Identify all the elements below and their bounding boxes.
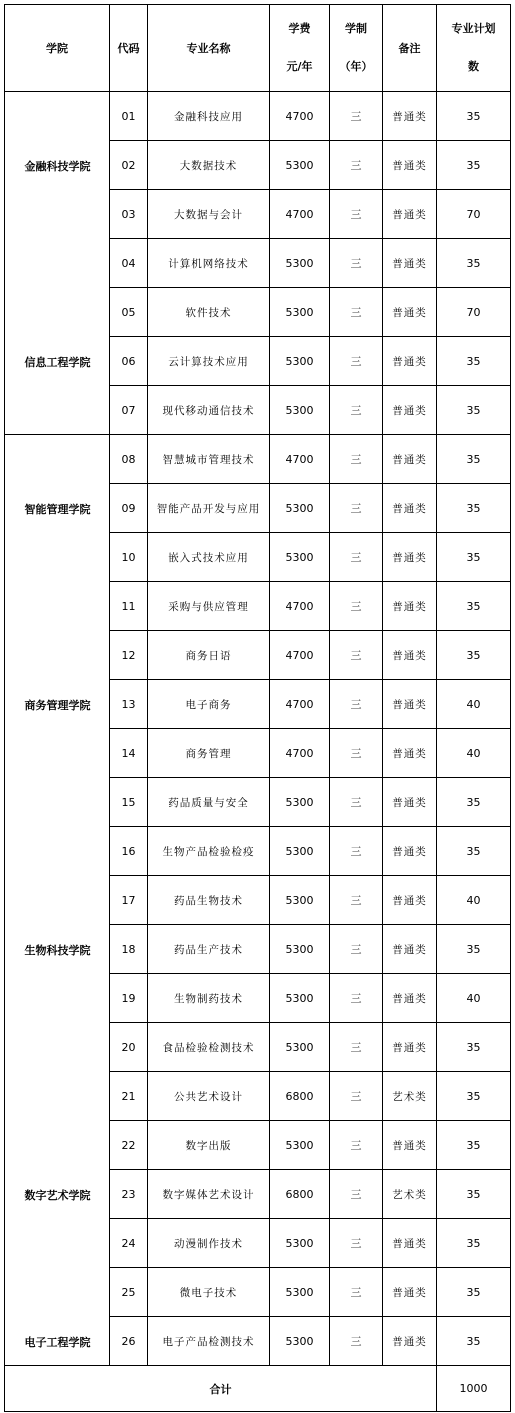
major-name-cell: 公共艺术设计 — [148, 1072, 270, 1121]
code-cell: 04 — [110, 239, 148, 288]
header-plan-bottom: 数 — [468, 60, 479, 73]
duration-cell: 三 — [330, 484, 383, 533]
code-cell: 16 — [110, 827, 148, 876]
note-cell: 普通类 — [383, 386, 437, 435]
duration-cell: 三 — [330, 729, 383, 778]
plan-cell: 40 — [437, 974, 511, 1023]
plan-cell: 35 — [437, 1023, 511, 1072]
code-cell: 06 — [110, 337, 148, 386]
tuition-cell: 5300 — [270, 337, 330, 386]
duration-cell: 三 — [330, 680, 383, 729]
code-cell: 14 — [110, 729, 148, 778]
note-cell: 艺术类 — [383, 1170, 437, 1219]
code-cell: 17 — [110, 876, 148, 925]
note-cell: 普通类 — [383, 876, 437, 925]
plan-cell: 35 — [437, 1317, 511, 1366]
tuition-cell: 5300 — [270, 386, 330, 435]
code-cell: 11 — [110, 582, 148, 631]
duration-cell: 三 — [330, 827, 383, 876]
tuition-cell: 4700 — [270, 631, 330, 680]
total-value: 1000 — [437, 1366, 511, 1412]
duration-cell: 三 — [330, 631, 383, 680]
tuition-cell: 5300 — [270, 288, 330, 337]
duration-cell: 三 — [330, 1072, 383, 1121]
note-cell: 普通类 — [383, 141, 437, 190]
note-cell: 普通类 — [383, 92, 437, 141]
tuition-cell: 5300 — [270, 778, 330, 827]
duration-cell: 三 — [330, 239, 383, 288]
plan-cell: 35 — [437, 484, 511, 533]
plan-cell: 35 — [437, 533, 511, 582]
major-name-cell: 数字媒体艺术设计 — [148, 1170, 270, 1219]
plan-cell: 40 — [437, 680, 511, 729]
header-plan-top: 专业计划 — [451, 22, 496, 35]
note-cell: 普通类 — [383, 239, 437, 288]
plan-cell: 40 — [437, 876, 511, 925]
note-cell: 普通类 — [383, 288, 437, 337]
duration-cell: 三 — [330, 337, 383, 386]
tuition-cell: 5300 — [270, 1219, 330, 1268]
plan-cell: 35 — [437, 827, 511, 876]
plan-cell: 35 — [437, 582, 511, 631]
plan-cell: 35 — [437, 1121, 511, 1170]
code-cell: 21 — [110, 1072, 148, 1121]
tuition-cell: 5300 — [270, 1023, 330, 1072]
duration-cell: 三 — [330, 582, 383, 631]
college-label: 生物科技学院 — [24, 943, 91, 957]
header-college: 学院 — [5, 5, 110, 92]
tuition-cell: 6800 — [270, 1170, 330, 1219]
tuition-cell: 5300 — [270, 1317, 330, 1366]
code-cell: 12 — [110, 631, 148, 680]
duration-cell: 三 — [330, 778, 383, 827]
plan-cell: 35 — [437, 337, 511, 386]
tuition-cell: 5300 — [270, 141, 330, 190]
note-cell: 普通类 — [383, 1317, 437, 1366]
note-cell: 普通类 — [383, 435, 437, 484]
tuition-cell: 5300 — [270, 1121, 330, 1170]
code-cell: 07 — [110, 386, 148, 435]
major-name-cell: 动漫制作技术 — [148, 1219, 270, 1268]
plan-cell: 35 — [437, 631, 511, 680]
duration-cell: 三 — [330, 141, 383, 190]
plan-cell: 35 — [437, 1219, 511, 1268]
note-cell: 普通类 — [383, 190, 437, 239]
header-duration-top: 学制 — [345, 22, 367, 35]
code-cell: 22 — [110, 1121, 148, 1170]
duration-cell: 三 — [330, 1268, 383, 1317]
tuition-cell: 4700 — [270, 190, 330, 239]
note-cell: 普通类 — [383, 974, 437, 1023]
plan-cell: 35 — [437, 1170, 511, 1219]
major-name-cell: 数字出版 — [148, 1121, 270, 1170]
major-name-cell: 药品质量与安全 — [148, 778, 270, 827]
header-tuition-bottom: 元/年 — [286, 60, 313, 73]
note-cell: 普通类 — [383, 778, 437, 827]
note-cell: 艺术类 — [383, 1072, 437, 1121]
duration-cell: 三 — [330, 1023, 383, 1072]
plan-cell: 35 — [437, 92, 511, 141]
note-cell: 普通类 — [383, 827, 437, 876]
tuition-cell: 5300 — [270, 925, 330, 974]
plan-cell: 35 — [437, 239, 511, 288]
note-cell: 普通类 — [383, 1121, 437, 1170]
code-cell: 09 — [110, 484, 148, 533]
tuition-cell: 6800 — [270, 1072, 330, 1121]
code-cell: 26 — [110, 1317, 148, 1366]
tuition-cell: 4700 — [270, 582, 330, 631]
note-cell: 普通类 — [383, 1023, 437, 1072]
code-cell: 25 — [110, 1268, 148, 1317]
code-cell: 01 — [110, 92, 148, 141]
major-name-cell: 药品生产技术 — [148, 925, 270, 974]
tuition-cell: 4700 — [270, 92, 330, 141]
major-name-cell: 智慧城市管理技术 — [148, 435, 270, 484]
code-cell: 23 — [110, 1170, 148, 1219]
plan-cell: 70 — [437, 288, 511, 337]
major-name-cell: 电子产品检测技术 — [148, 1317, 270, 1366]
duration-cell: 三 — [330, 386, 383, 435]
duration-cell: 三 — [330, 92, 383, 141]
college-group-block — [5, 435, 110, 1366]
duration-cell: 三 — [330, 974, 383, 1023]
duration-cell: 三 — [330, 1219, 383, 1268]
code-cell: 18 — [110, 925, 148, 974]
header-tuition — [270, 5, 330, 92]
code-cell: 02 — [110, 141, 148, 190]
note-cell: 普通类 — [383, 1219, 437, 1268]
major-name-cell: 软件技术 — [148, 288, 270, 337]
major-name-cell: 大数据与会计 — [148, 190, 270, 239]
code-cell: 15 — [110, 778, 148, 827]
note-cell: 普通类 — [383, 729, 437, 778]
tuition-cell: 5300 — [270, 974, 330, 1023]
tuition-cell: 5300 — [270, 533, 330, 582]
duration-cell: 三 — [330, 190, 383, 239]
major-name-cell: 大数据技术 — [148, 141, 270, 190]
code-cell: 03 — [110, 190, 148, 239]
college-label: 电子工程学院 — [24, 1335, 91, 1349]
major-name-cell: 金融科技应用 — [148, 92, 270, 141]
header-note: 备注 — [383, 5, 437, 92]
header-duration-bottom: （年） — [339, 60, 373, 73]
major-name-cell: 嵌入式技术应用 — [148, 533, 270, 582]
code-cell: 20 — [110, 1023, 148, 1072]
note-cell: 普通类 — [383, 1268, 437, 1317]
note-cell: 普通类 — [383, 337, 437, 386]
duration-cell: 三 — [330, 925, 383, 974]
tuition-cell: 5300 — [270, 1268, 330, 1317]
duration-cell: 三 — [330, 1317, 383, 1366]
duration-cell: 三 — [330, 876, 383, 925]
major-name-cell: 食品检验检测技术 — [148, 1023, 270, 1072]
major-name-cell: 药品生物技术 — [148, 876, 270, 925]
tuition-cell: 5300 — [270, 876, 330, 925]
header-tuition-top: 学费 — [288, 22, 311, 35]
duration-cell: 三 — [330, 1121, 383, 1170]
note-cell: 普通类 — [383, 680, 437, 729]
college-label: 信息工程学院 — [24, 355, 91, 369]
duration-cell: 三 — [330, 533, 383, 582]
note-cell: 普通类 — [383, 582, 437, 631]
duration-cell: 三 — [330, 1170, 383, 1219]
major-name-cell: 电子商务 — [148, 680, 270, 729]
enrollment-plan-table — [4, 4, 511, 1412]
major-name-cell: 商务日语 — [148, 631, 270, 680]
plan-cell: 35 — [437, 1072, 511, 1121]
note-cell: 普通类 — [383, 484, 437, 533]
code-cell: 13 — [110, 680, 148, 729]
tuition-cell: 4700 — [270, 435, 330, 484]
plan-cell: 35 — [437, 1268, 511, 1317]
code-cell: 05 — [110, 288, 148, 337]
major-name-cell: 计算机网络技术 — [148, 239, 270, 288]
major-name-cell: 云计算技术应用 — [148, 337, 270, 386]
plan-cell: 35 — [437, 435, 511, 484]
plan-cell: 70 — [437, 190, 511, 239]
duration-cell: 三 — [330, 288, 383, 337]
college-label: 数字艺术学院 — [24, 1188, 91, 1202]
header-code: 代码 — [110, 5, 148, 92]
duration-cell: 三 — [330, 435, 383, 484]
college-label: 智能管理学院 — [24, 502, 91, 516]
college-label: 金融科技学院 — [24, 159, 91, 173]
major-name-cell: 商务管理 — [148, 729, 270, 778]
note-cell: 普通类 — [383, 631, 437, 680]
major-name-cell: 生物产品检验检疫 — [148, 827, 270, 876]
total-label: 合计 — [5, 1366, 437, 1412]
major-name-cell: 智能产品开发与应用 — [148, 484, 270, 533]
code-cell: 08 — [110, 435, 148, 484]
plan-cell: 35 — [437, 925, 511, 974]
note-cell: 普通类 — [383, 925, 437, 974]
plan-cell: 35 — [437, 141, 511, 190]
code-cell: 19 — [110, 974, 148, 1023]
tuition-cell: 5300 — [270, 484, 330, 533]
header-major-name: 专业名称 — [148, 5, 270, 92]
plan-cell: 35 — [437, 386, 511, 435]
plan-cell: 35 — [437, 778, 511, 827]
note-cell: 普通类 — [383, 533, 437, 582]
header-plan — [437, 5, 511, 92]
tuition-cell: 4700 — [270, 680, 330, 729]
college-label: 商务管理学院 — [24, 698, 91, 712]
major-name-cell: 微电子技术 — [148, 1268, 270, 1317]
major-name-cell: 现代移动通信技术 — [148, 386, 270, 435]
header-duration — [330, 5, 383, 92]
tuition-cell: 4700 — [270, 729, 330, 778]
tuition-cell: 5300 — [270, 239, 330, 288]
plan-cell: 40 — [437, 729, 511, 778]
code-cell: 24 — [110, 1219, 148, 1268]
tuition-cell: 5300 — [270, 827, 330, 876]
code-cell: 10 — [110, 533, 148, 582]
major-name-cell: 采购与供应管理 — [148, 582, 270, 631]
major-name-cell: 生物制药技术 — [148, 974, 270, 1023]
